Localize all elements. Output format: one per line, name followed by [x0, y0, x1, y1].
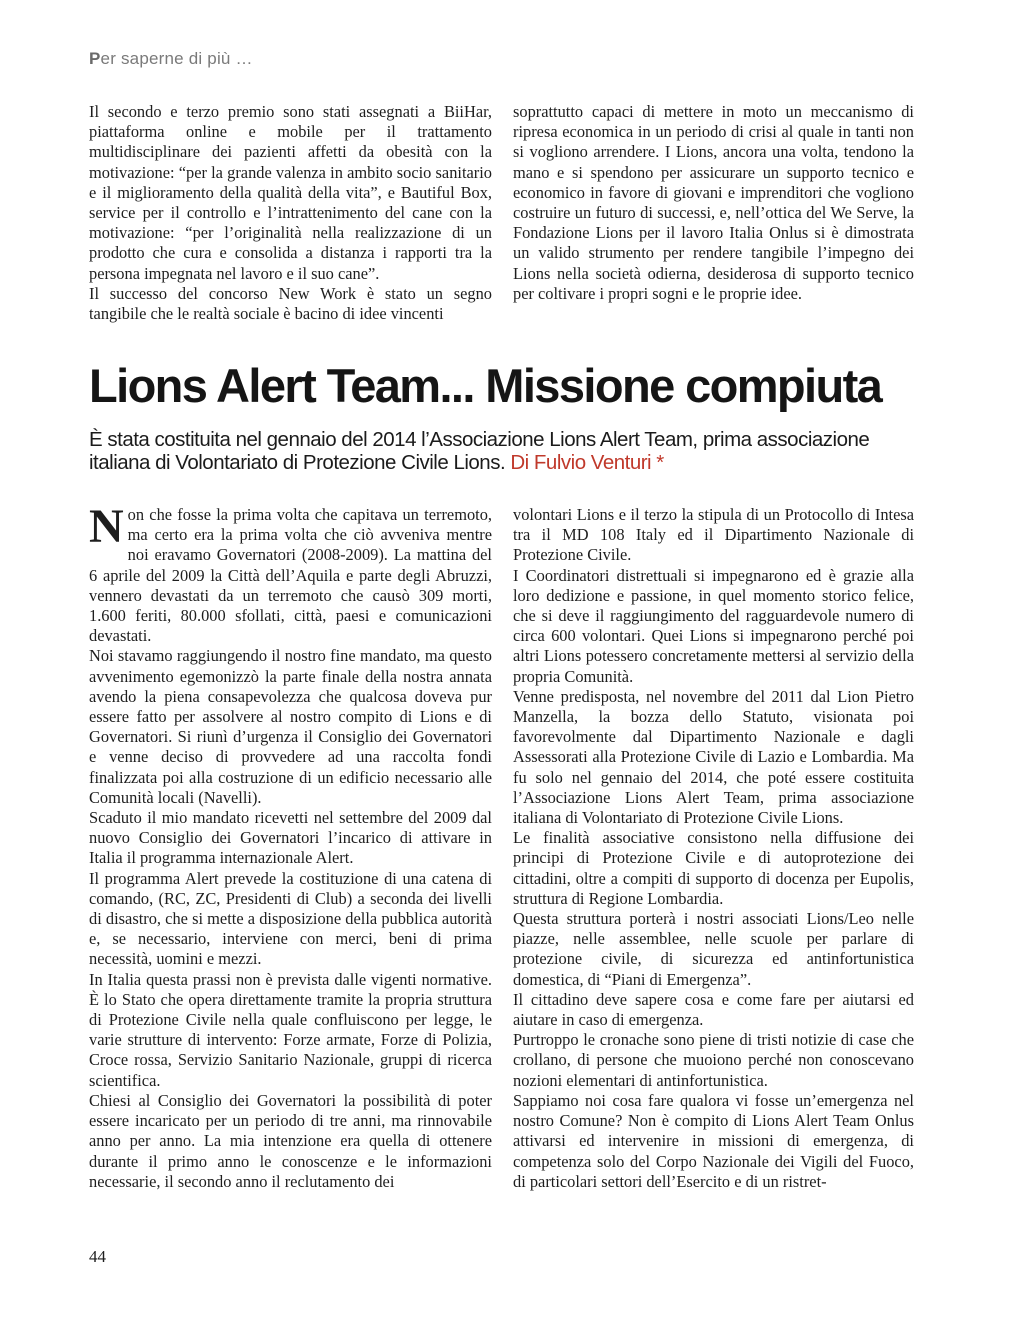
- paragraph: Venne predisposta, nel novembre del 2011 dal Lion Pietro Manzella, la bozza dello Statuto, visionata poi favorevolmente dal Dipartimento Nazionale e dagli Assessorati alla Protezione Civile di Lazio e Lombardia. Ma fu solo nel gennaio del 2014, che poté essere costituita l’Associazione Lions Alert Team, prima associazione italiana di Volontariato di Protezione Civile Lions.: [513, 686, 914, 828]
- paragraph: Noi stavamo raggiungendo il nostro fine mandato, ma questo avvenimento egemonizzò la parte finale della nostra annata avendo la piena consapevolezza che qualcosa doveva pur essere fatto per assolvere al nostro compito di Lions e di Governatori. Si riunì d’urgenza il Consiglio dei Governatori e venne deciso di provvedere ad una raccolta fondi finalizzata poi alla costruzione di un edificio necessario alle Comunità locali (Navelli).: [89, 646, 492, 807]
- top-article-left-column: [89, 102, 492, 324]
- paragraph: soprattutto capaci di mettere in moto un meccanismo di ripresa economica in un periodo di crisi al quale in tanti non si vogliono arrendere. I Lions, ancora una volta, tendono la mano e si spendono per assicurare un supporto tecnico e economico in favore di giovani e imprenditori che vogliono costruire un futuro di successi, e, nell’ottica del We Serve, la Fondazione Lions per il lavoro Italia Onlus si è dimostrata un valido strumento per rendere tangibile l’impegno dei Lions nella società odierna, desiderosa di supporto tecnico per coltivare i propri sogni e le proprie idee.: [513, 102, 914, 303]
- first-paragraph-text: on che fosse la prima volta che capitava un terremoto, ma certo era la prima volta che ciò avveniva mentre noi eravamo Governatori (2008-2009). La mattina del 6 aprile del 2009 la Città dell’Aquila e parte degli Abruzzi, vennero devastati da un terremoto che causò 309 morti, 1.600 feriti, 80.000 sfollati, città, paesi e comunicazioni devastati.: [89, 505, 492, 646]
- drop-cap: N: [89, 500, 124, 553]
- paragraph: Il cittadino deve sapere cosa e come fare per aiutarsi ed aiutare in caso di emergenza.: [513, 989, 914, 1030]
- first-paragraph: [89, 500, 492, 646]
- article-left-column: [89, 500, 492, 1192]
- article-title: Lions Alert Team... Missione compiuta: [89, 359, 882, 412]
- paragraph: volontari Lions e il terzo la stipula di un Protocollo di Intesa tra il MD 108 Italy ed il Dipartimento Nazionale di Protezione Civile.: [513, 505, 914, 565]
- paragraph: Il programma Alert prevede la costituzione di una catena di comando, (RC, ZC, Presidenti di Club) a seconda dei livelli di disastro, che si mette a disposizione della pubblica autorità e, se necessario, interviene con merci, beni di prima necessità, uomini e mezzi.: [89, 868, 492, 969]
- article-standfirst: [89, 428, 919, 474]
- paragraph: Chiesi al Consiglio dei Governatori la possibilità di poter essere incaricato per un periodo di tre anni, ma rinnovabile anno per anno. La mia intenzione era quella di ottenere durante il primo anno le conoscenze e le informazioni necessarie, il secondo anno il reclutamento dei: [89, 1090, 492, 1191]
- paragraph: I Coordinatori distrettuali si impegnarono ed è grazie alla loro dedizione e passione, in quel momento storico felice, che si deve il raggiungimento del ragguardevole numero di circa 600 volontari. Quei Lions si impegnarono perché poi altri Lions potessero concretamente mettersi al servizio della propria Comunità.: [513, 565, 914, 686]
- article-byline: Di Fulvio Venturi *: [510, 451, 664, 474]
- paragraph: Scaduto il mio mandato ricevetti nel settembre del 2009 dal nuovo Consiglio dei Governatori l’incarico di attivare in Italia il programma internazionale Alert.: [89, 808, 492, 868]
- top-article-right-column: [513, 102, 914, 304]
- page-number: 44: [89, 1247, 106, 1266]
- paragraph: Sappiamo noi cosa fare qualora vi fosse un’emergenza nel nostro Comune? Non è compito di Lions Alert Team Onlus attivarsi ed intervenire in missioni di emergenza, di competenza solo del Corpo Nazionale dei Vigili del Fuoco, di particolari settori dell’Esercito e di un ristret-: [513, 1090, 914, 1191]
- article-right-column: [513, 505, 914, 1192]
- paragraph: Il successo del concorso New Work è stato un segno tangibile che le realtà sociale è bacino di idee vincenti: [89, 283, 492, 324]
- running-head-text: er saperne di più …: [100, 49, 253, 68]
- paragraph: Il secondo e terzo premio sono stati assegnati a BiiHar, piattaforma online e mobile per il trattamento multidisciplinare dei pazienti affetti da obesità con la motivazione: “per la grande valenza in ambito socio sanitario e il miglioramento della qualità della vita”, e Bautiful Box, service per il controllo e l’intrattenimento del cane con la motivazione: “per l’originalità nella realizzazione di un prodotto che cura e consolida a distanza i rapporti tra la persona impegnata nel lavoro e il suo cane”.: [89, 102, 492, 283]
- paragraph: Questa struttura porterà i nostri associati Lions/Leo nelle piazze, nelle assemblee, nelle scuole per parlare di protezione civile, di sicurezza ed antinfortunistica domestica, di “Piani di Emergenza”.: [513, 909, 914, 989]
- paragraph: Le finalità associative consistono nella diffusione dei principi di Protezione Civile e di autoprotezione dei cittadini, oltre a compiti di supporto di docenza per Eupolis, struttura di Regione Lombardia.: [513, 828, 914, 908]
- paragraph: In Italia questa prassi non è prevista dalle vigenti normative. È lo Stato che opera direttamente tramite la propria struttura di Protezione Civile nella quale confluiscono per legge, le varie strutture di intervento: Forze armate, Forze di Polizia, Croce rossa, Servizio Sanitario Nazionale, gruppi di ricerca scientifica.: [89, 969, 492, 1090]
- running-head-initial: P: [89, 49, 101, 68]
- paragraph: Purtroppo le cronache sono piene di tristi notizie di case che crollano, di persone che muoiono perché non conoscevano nozioni elementari di antinfortunistica.: [513, 1030, 914, 1090]
- running-head: [89, 49, 253, 69]
- standfirst-text: È stata costituita nel gennaio del 2014 l’Associazione Lions Alert Team, prima associazione italiana di Volontariato di Protezione Civile Lions.: [89, 428, 870, 474]
